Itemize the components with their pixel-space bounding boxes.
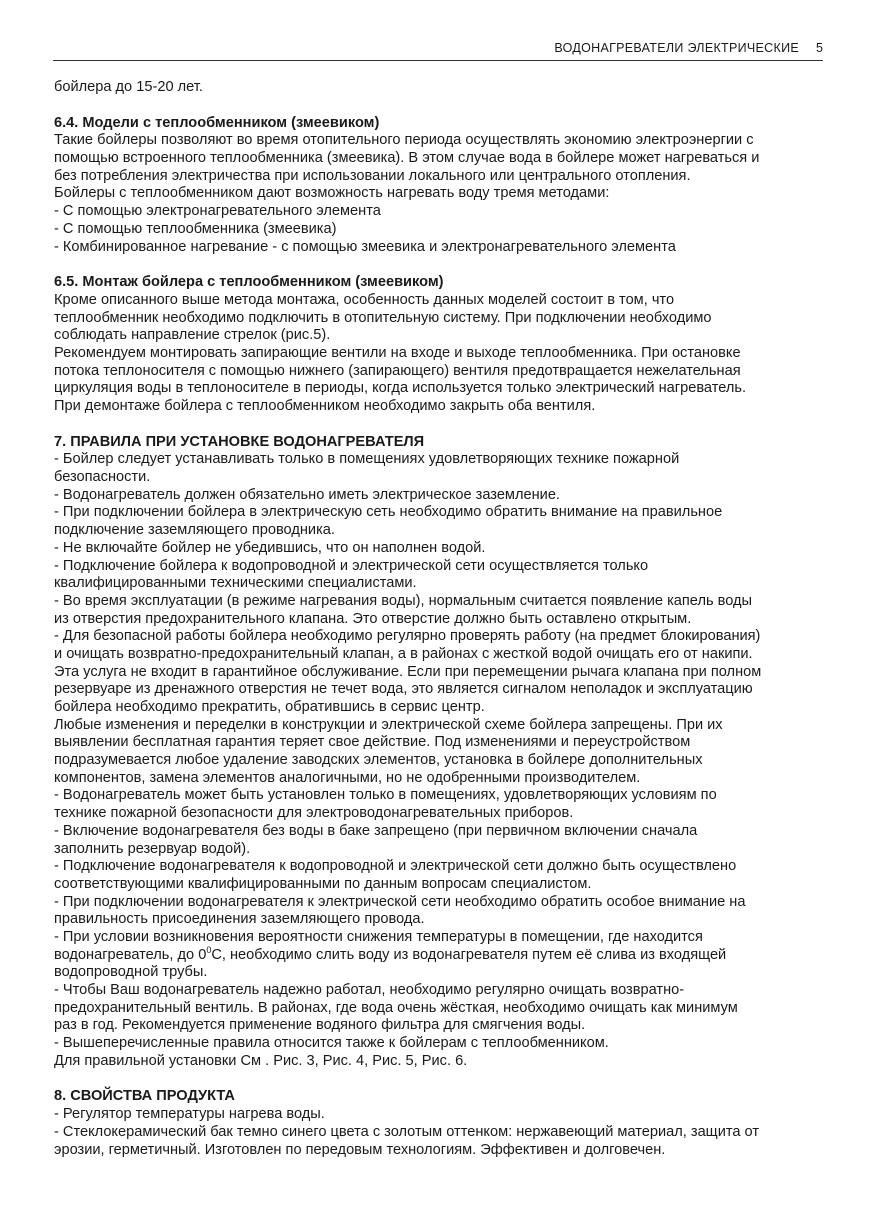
text-line: Эта услуга не входит в гарантийное обслуживание. Если при перемещении рычага клапана при полном — [54, 663, 762, 680]
text-line: резервуаре из дренажного отверстия не течет вода, это является сигналом неполадок и эксплуатацию — [54, 681, 753, 698]
text-line: Рекомендуем монтировать запирающие вентили на входе и выходе теплообменника. При остановке — [54, 344, 741, 361]
text-line: - Вышеперечисленные правила относится также к бойлерам с теплообменником. — [54, 1035, 609, 1052]
section-heading: 6.5. Монтаж бойлера с теплообменником (змеевиком) — [54, 274, 444, 291]
text-line: - При подключении водонагревателя к электрической сети необходимо обратить особое внимание на — [54, 893, 746, 910]
temperature-line-prefix: водонагреватель, до 0 — [54, 946, 207, 963]
text-line: - Не включайте бойлер не убедившись, что он наполнен водой. — [54, 539, 486, 556]
text-line: - При условии возникновения вероятности снижения температуры в помещении, где находится — [54, 928, 703, 945]
text-line: Любые изменения и переделки в конструкции и электрической схеме бойлера запрещены. При их — [54, 716, 723, 733]
text-line: - Чтобы Ваш водонагреватель надежно работал, необходимо регулярно очищать возвратно- — [54, 982, 685, 998]
text-line: бойлера необходимо прекратить, обратившись в сервис центр. — [54, 699, 485, 715]
text-line: - Подключение водонагревателя к водопроводной и электрической сети должно быть осуществлено — [54, 858, 737, 875]
text-line: заполнить резервуар водой). — [54, 840, 251, 857]
text-line: выявлении бесплатная гарантия теряет свое действие. Под изменениями и переустройством — [54, 734, 691, 751]
text-line: - Водонагреватель может быть установлен только в помещениях, удовлетворяющих условиям по — [54, 787, 717, 804]
text-line: и очищать возвратно-предохранительный клапан, а в районах с жесткой водой очищать его от накипи. — [54, 645, 753, 662]
temperature-line — [54, 944, 834, 965]
text-line: без потребления электричества при использовании локального или центрального отопления. — [54, 167, 691, 184]
text-line: - Стеклокерамический бак темно синего цвета с золотым оттенком: нержавеющий материал, защита от — [54, 1123, 760, 1140]
text-line: потока теплоносителя с помощью нижнего (запирающего) вентиля предотвращается нежелательная — [54, 362, 741, 379]
text-line: циркуляция воды в теплоносителе в периоды, когда используется только электрический нагреватель. — [54, 380, 747, 397]
text-line: - Регулятор температуры нагрева воды. — [54, 1106, 325, 1123]
text-line: соблюдать направление стрелок (рис.5). — [54, 327, 331, 344]
text-line: помощью встроенного теплообменника (змеевика). В этом случае вода в бойлере может нагреваться и — [54, 150, 760, 167]
temperature-line-suffix: С, необходимо слить воду из водонагревателя путем её слива из входящей — [211, 946, 727, 963]
text-line: - Бойлер следует устанавливать только в помещениях удовлетворяющих технике пожарной — [54, 451, 680, 468]
text-line: подразумевается любое удаление заводских элементов, установка в бойлере дополнительных — [54, 752, 703, 769]
text-line: - С помощью теплообменника (змеевика) — [54, 220, 337, 237]
text-line: Такие бойлеры позволяют во время отопительного периода осуществлять экономию электроэнергии с — [54, 132, 754, 149]
text-line: компонентов, замена элементов аналогичными, но не одобренными производителем. — [54, 769, 641, 786]
section-6-5 — [54, 274, 834, 416]
text-line: теплообменник необходимо подключить в отопительную систему. При подключении необходимо — [54, 309, 712, 326]
text-line: - Включение водонагревателя без воды в баке запрещено (при первичном включении сначала — [54, 822, 698, 839]
text-line: - С помощью электронагревательного элемента — [54, 203, 381, 220]
text-line: водопроводной трубы. — [54, 964, 208, 981]
page-number: 5 — [816, 41, 823, 55]
text-line: из отверстия предохранительного клапана. Это отверстие должно быть оставлено открытым. — [54, 610, 692, 627]
text-line: подключение заземляющего проводника. — [54, 522, 335, 539]
text-line: Для правильной установки См . Рис. 3, Рис. 4, Рис. 5, Рис. 6. — [54, 1052, 468, 1069]
text-line: технике пожарной безопасности для электроводонагревательных приборов. — [54, 805, 574, 822]
section-heading: 8. СВОЙСТВА ПРОДУКТА — [54, 1088, 235, 1105]
text-line: - При подключении бойлера в электрическую сеть необходимо обратить внимание на правильное — [54, 504, 723, 521]
document-body — [54, 79, 834, 1159]
text-line: правильность присоединения заземляющего провода. — [54, 911, 425, 928]
text-line: - Для безопасной работы бойлера необходимо регулярно проверять работу (на предмет блокирования) — [54, 628, 761, 645]
text-line: эрозии, герметичный. Изготовлен по передовым технологиям. Эффективен и долговечен. — [54, 1141, 666, 1158]
text-line: При демонтаже бойлера с теплообменником необходимо закрыть оба вентиля. — [54, 398, 596, 414]
section-7 — [54, 434, 834, 1071]
text-line: - Подключение бойлера к водопроводной и электрической сети осуществляется только — [54, 557, 649, 574]
section-heading: 6.4. Модели с теплообменником (змеевиком) — [54, 114, 380, 131]
text-line: - Водонагреватель должен обязательно иметь электрическое заземление. — [54, 486, 560, 503]
text-line: предохранительный вентиль. В районах, где вода очень жёсткая, необходимо очищать как минимум — [54, 999, 738, 1016]
text-line: раз в год. Рекомендуется применение водяного фильтра для смягчения воды. — [54, 1017, 586, 1034]
text-line: безопасности. — [54, 469, 151, 486]
section-heading: 7. ПРАВИЛА ПРИ УСТАНОВКЕ ВОДОНАГРЕВАТЕЛЯ — [54, 433, 425, 450]
text-line: квалифицированными техническими специалистами. — [54, 575, 417, 592]
text-line: - Во время эксплуатации (в режиме нагревания воды), нормальным считается появление капель воды — [54, 592, 753, 609]
section-6-4 — [54, 115, 834, 257]
text-line: - Комбинированное нагревание - с помощью змеевика и электронагревательного элемента — [54, 238, 676, 255]
header-title: ВОДОНАГРЕВАТЕЛИ ЭЛЕКТРИЧЕСКИЕ — [554, 41, 799, 55]
page-header — [53, 36, 823, 61]
text-line: соответствующими квалифицированными по данным вопросам специалистом. — [54, 875, 592, 892]
intro-line: бойлера до 15-20 лет. — [54, 79, 203, 95]
text-line: Бойлеры с теплообменником дают возможность нагревать воду тремя методами: — [54, 185, 610, 202]
degree-superscript: 0 — [206, 944, 212, 955]
text-line: Кроме описанного выше метода монтажа, особенность данных моделей состоит в том, что — [54, 291, 675, 308]
section-8 — [54, 1088, 834, 1159]
